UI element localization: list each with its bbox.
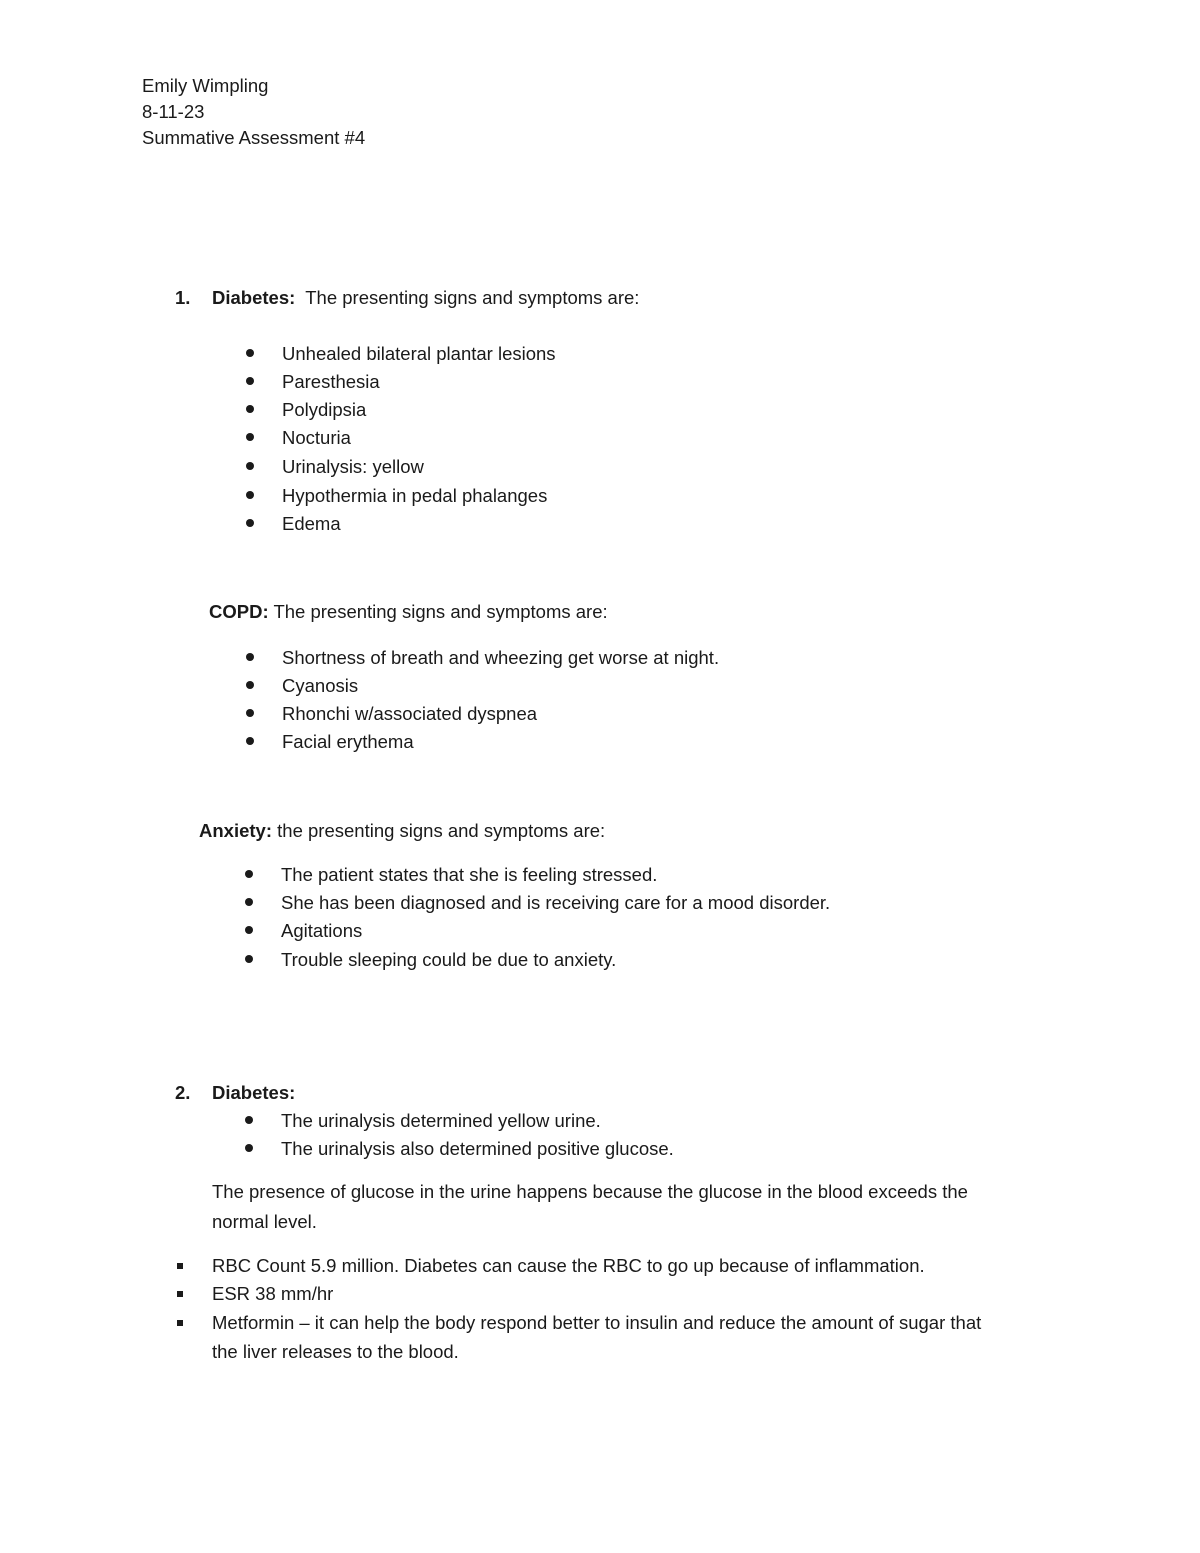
section-1-number: 1. [175, 287, 191, 308]
list-item: Hypothermia in pedal phalanges [282, 485, 548, 506]
bullet-icon [246, 737, 254, 745]
document-date: 8-11-23 [142, 101, 205, 122]
bullet-icon [246, 433, 254, 441]
bullet-icon [246, 491, 254, 499]
list-item: She has been diagnosed and is receiving care for a mood disorder. [281, 892, 831, 913]
section-2-diabetes-label: Diabetes: [212, 1082, 296, 1103]
bullet-icon [246, 681, 254, 689]
bullet-icon [246, 519, 254, 527]
bullet-icon [245, 870, 253, 878]
bullet-icon [245, 926, 253, 934]
list-item: Trouble sleeping could be due to anxiety. [281, 949, 617, 970]
list-item: ESR 38 mm/hr [212, 1283, 334, 1304]
list-item: The urinalysis also determined positive glucose. [281, 1138, 674, 1159]
list-item: Edema [282, 513, 341, 534]
glucose-paragraph-line-2: normal level. [212, 1211, 317, 1232]
copd-intro: The presenting signs and symptoms are: [273, 601, 608, 622]
metformin-line-2: the liver releases to the blood. [212, 1341, 459, 1362]
diabetes-label: Diabetes: [212, 287, 296, 308]
list-item: Shortness of breath and wheezing get worse at night. [282, 647, 720, 668]
anxiety-heading [199, 822, 605, 841]
diabetes-intro: The presenting signs and symptoms are: [305, 287, 640, 308]
bullet-icon [246, 377, 254, 385]
bullet-icon [246, 405, 254, 413]
metformin-line-1: Metformin – it can help the body respond better to insulin and reduce the amount of sugar that [212, 1312, 982, 1333]
list-item: Agitations [281, 920, 363, 941]
bullet-icon [245, 955, 253, 963]
glucose-paragraph-line-1: The presence of glucose in the urine happens because the glucose in the blood exceeds the [212, 1181, 968, 1202]
square-bullet-icon [177, 1263, 183, 1269]
square-bullet-icon [177, 1320, 183, 1326]
bullet-icon [245, 1116, 253, 1124]
list-item: Unhealed bilateral plantar lesions [282, 343, 556, 364]
bullet-icon [246, 653, 254, 661]
list-item: Rhonchi w/associated dyspnea [282, 703, 538, 724]
anxiety-label: Anxiety: [199, 820, 272, 841]
diabetes-heading [212, 289, 639, 308]
anxiety-intro: the presenting signs and symptoms are: [277, 820, 606, 841]
list-item: The patient states that she is feeling stressed. [281, 864, 658, 885]
bullet-icon [245, 1144, 253, 1152]
document-title: Summative Assessment #4 [142, 127, 366, 148]
bullet-icon [246, 349, 254, 357]
list-item: Urinalysis: yellow [282, 456, 424, 477]
author-name: Emily Wimpling [142, 75, 269, 96]
list-item: Facial erythema [282, 731, 414, 752]
square-bullet-icon [177, 1291, 183, 1297]
bullet-icon [246, 709, 254, 717]
bullet-icon [245, 898, 253, 906]
list-item: Cyanosis [282, 675, 359, 696]
list-item: Nocturia [282, 427, 351, 448]
list-item: RBC Count 5.9 million. Diabetes can cause the RBC to go up because of inflammation. [212, 1255, 925, 1276]
section-2-number: 2. [175, 1082, 191, 1103]
bullet-icon [246, 462, 254, 470]
list-item: Polydipsia [282, 399, 367, 420]
copd-label: COPD: [209, 601, 269, 622]
list-item: Paresthesia [282, 371, 380, 392]
list-item: The urinalysis determined yellow urine. [281, 1110, 601, 1131]
copd-heading [209, 603, 608, 622]
